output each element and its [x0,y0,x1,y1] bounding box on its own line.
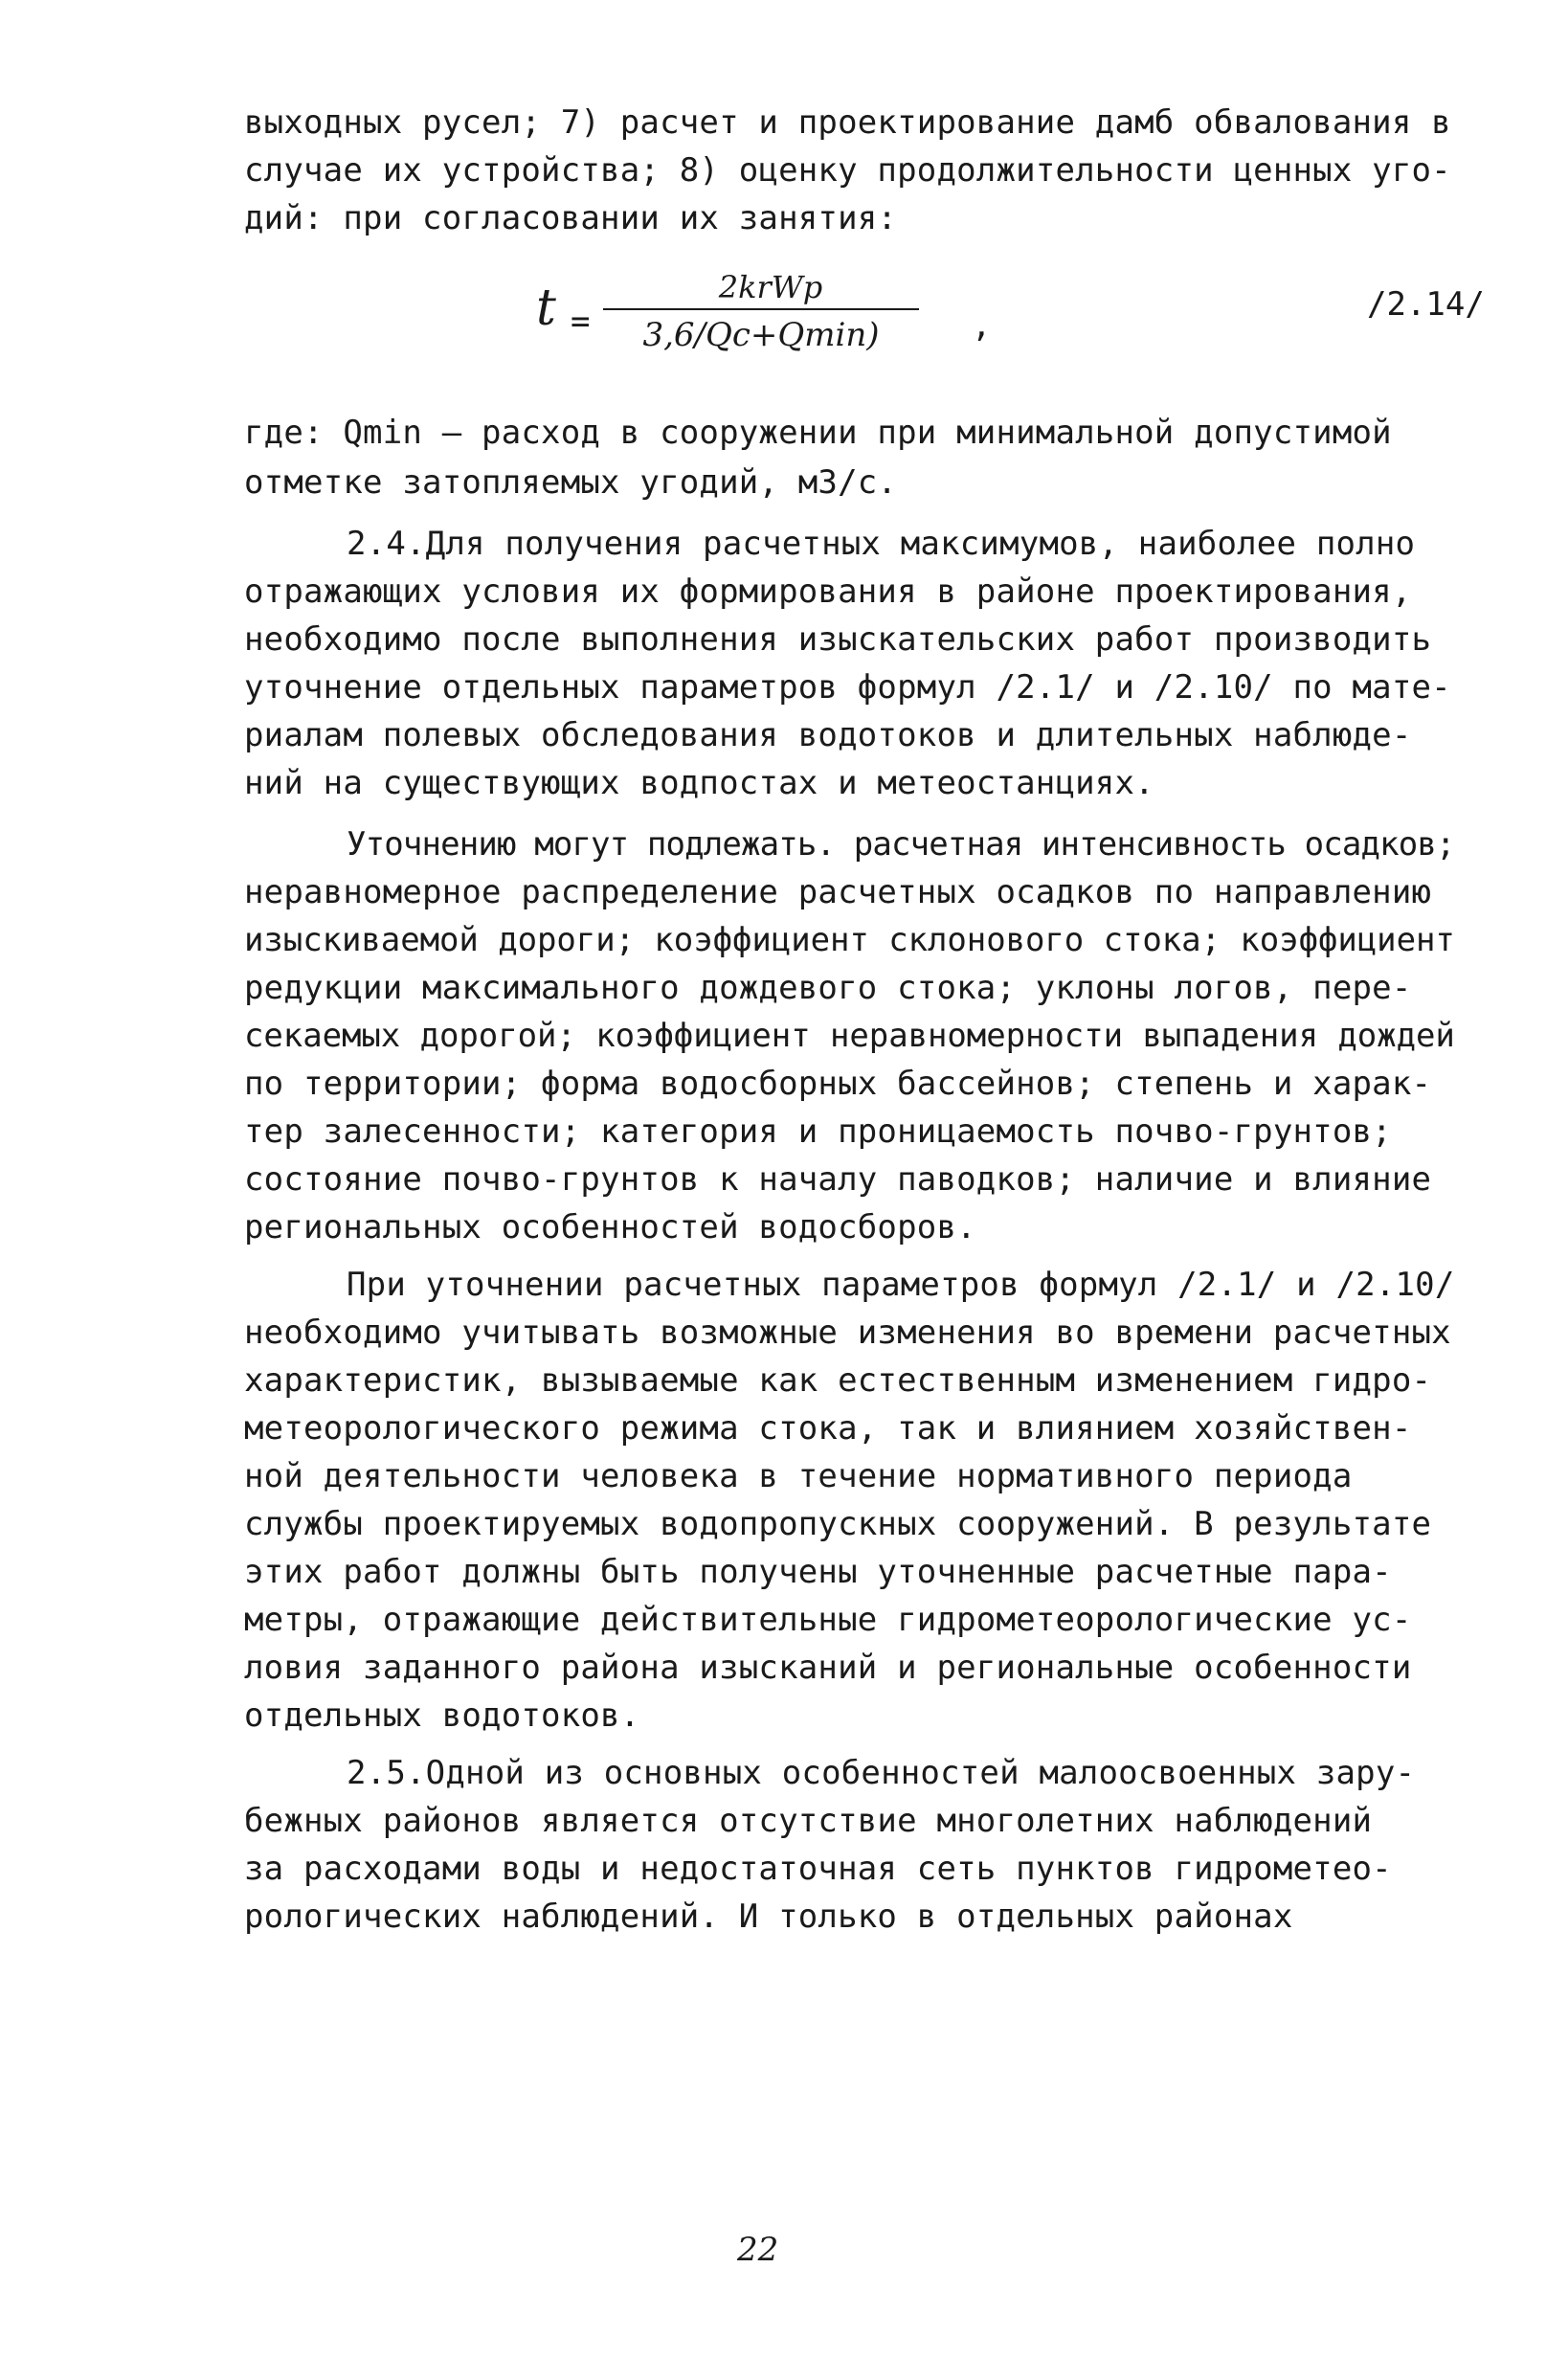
text-line: бежных районов является отсутствие многолетних наблюдений [244,1802,1373,1840]
paragraph-first-line: Уточнению могут подлежать. расчетная интенсивность осадков; [347,825,1455,864]
text-line: выходных русел; 7) расчет и проектирование дамб обвалования в [244,103,1451,142]
text-line: ловия заданного района изысканий и региональные особенности [244,1649,1412,1687]
text-line: метеорологического режима стока, так и влиянием хозяйствен- [244,1409,1412,1448]
text-line: тер залесенности; категория и проницаемость почво-грунтов; [244,1112,1392,1151]
formula-2-14 [536,268,1485,373]
text-line: отметке затопляемых угодий, м3/с. [244,463,898,502]
equation-number: /2.14/ [1367,285,1485,324]
text-line: риалам полевых обследования водотоков и длительных наблюде- [244,716,1412,754]
formula-comma: , [972,306,992,345]
text-line: службы проектируемых водопропускных сооружений. В результате [244,1505,1432,1543]
text-line: рологических наблюдений. И только в отдельных районах [244,1897,1293,1936]
text-line: уточнение отдельных параметров формул /2.1/ и /2.10/ по мате- [244,668,1451,707]
text-line: ной деятельности человека в течение нормативного периода [244,1457,1353,1495]
paragraph-first-line: 2.4.Для получения расчетных максимумов, наиболее полно [347,525,1416,563]
text-line: состояние почво-грунтов к началу паводков; наличие и влияние [244,1160,1432,1199]
text-line: этих работ должны быть получены уточненные расчетные пара- [244,1553,1392,1591]
text-line: где: Qmin – расход в сооружении при минимальной допустимой [244,414,1392,452]
paragraph-first-line: 2.5.Одной из основных особенностей малоосвоенных зару- [347,1754,1416,1792]
text-line: по территории; форма водосборных бассейнов; степень и харак- [244,1065,1432,1103]
text-line: редукции максимального дождевого стока; уклоны логов, пере- [244,969,1412,1007]
text-line: за расходами воды и недостаточная сеть пунктов гидрометео- [244,1850,1392,1888]
text-line: изыскиваемой дороги; коэффициент склонового стока; коэффициент [244,921,1455,959]
text-line: ний на существующих водпостах и метеостанциях. [244,764,1154,802]
page-number: 22 [737,2231,779,2269]
text-line: региональных особенностей водосборов. [244,1208,976,1246]
text-line: случае их устройства; 8) оценку продолжительности ценных уго- [244,151,1451,190]
formula-numerator: 2krWp [718,269,823,305]
text-line: отдельных водотоков. [244,1696,640,1735]
text-line: секаемых дорогой; коэффициент неравномерности выпадения дождей [244,1017,1455,1055]
text-line: отражающих условия их формирования в районе проектирования, [244,573,1412,611]
text-line: неравномерное распределение расчетных осадков по направлению [244,873,1432,911]
text-line: дий: при согласовании их занятия: [244,199,898,237]
fraction-bar [603,308,919,310]
paragraph-first-line: При уточнении расчетных параметров формул /2.1/ и /2.10/ [347,1266,1455,1304]
text-line: необходимо после выполнения изыскательских работ производить [244,620,1432,659]
text-line: метры, отражающие действительные гидрометеорологические ус- [244,1601,1412,1639]
formula-lhs: t [536,280,556,337]
text-line: характеристик, вызываемые как естественным изменением гидро- [244,1361,1432,1400]
formula-equals: = [571,303,591,341]
formula-fraction [603,268,919,356]
text-line: необходимо учитывать возможные изменения во времени расчетных [244,1313,1451,1352]
formula-denominator: 3,6/Qc+Qmin) [642,316,880,354]
